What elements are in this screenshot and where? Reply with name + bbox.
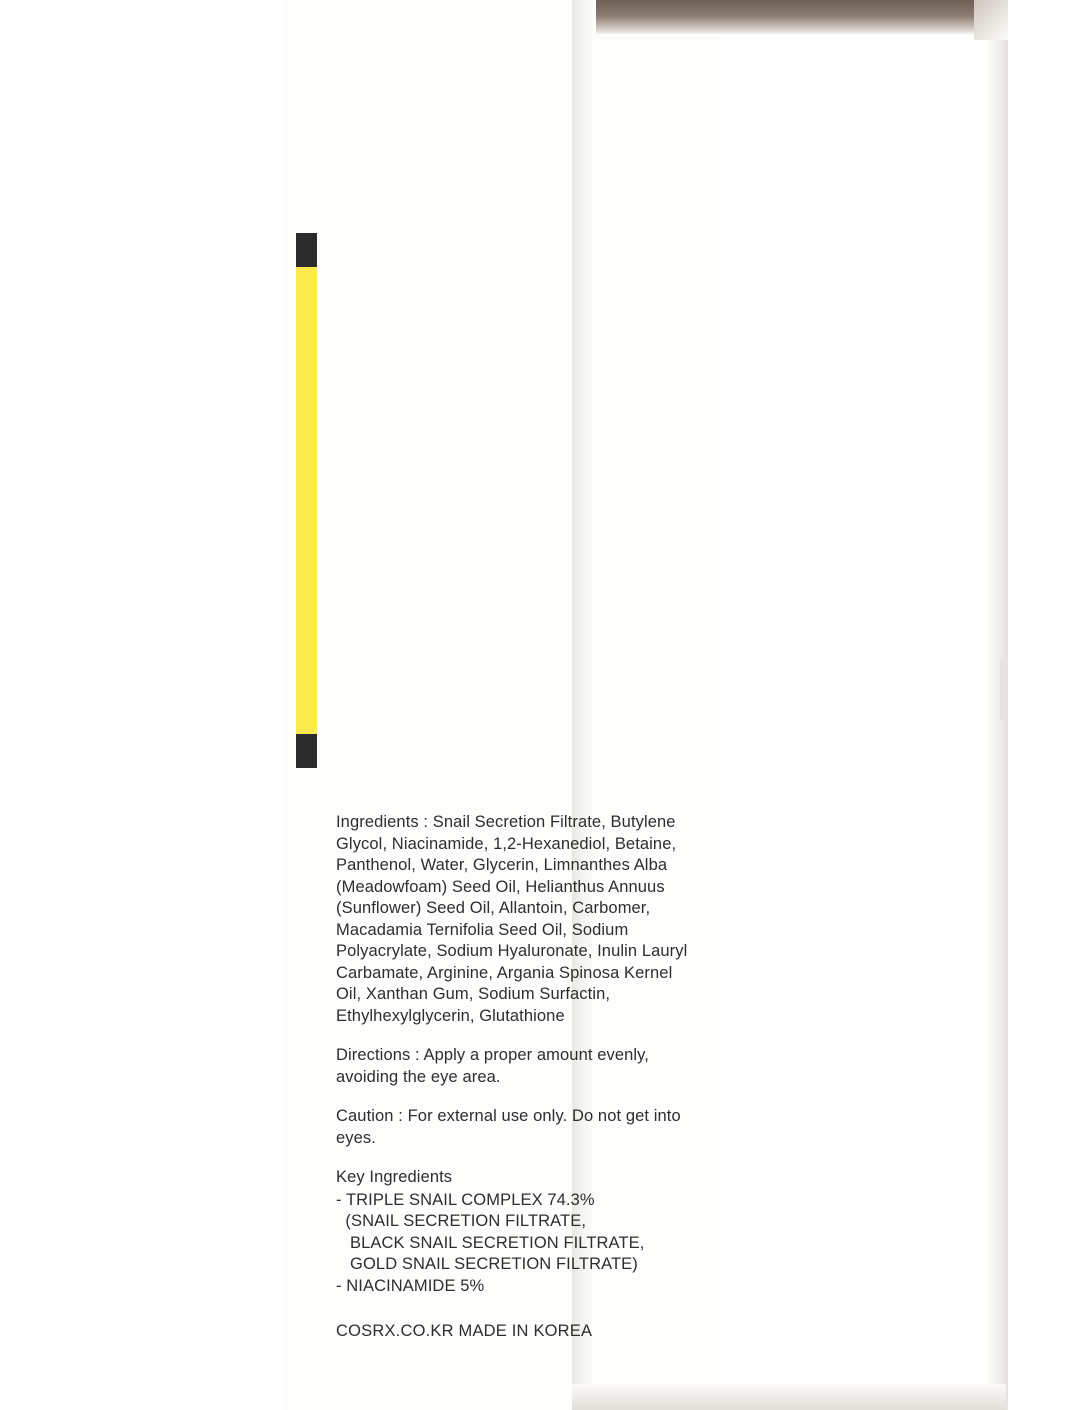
- caution-text: For external use only. Do not get into eyes.: [336, 1107, 686, 1147]
- key-ingredient-line: - NIACINAMIDE 5%: [336, 1276, 485, 1295]
- key-ingredient-line: - TRIPLE SNAIL COMPLEX 74.3%: [336, 1190, 595, 1209]
- carton-text-panel: [336, 812, 696, 1343]
- directions-label: Directions :: [336, 1046, 424, 1064]
- carton-crease: [1000, 660, 1006, 720]
- key-ingredients-block: [336, 1167, 696, 1297]
- ingredients-paragraph: [336, 812, 696, 1027]
- stripe-cap-top: [296, 233, 317, 267]
- brand-origin-footer: COSRX.CO.KR MADE IN KOREA: [336, 1322, 593, 1340]
- caution-paragraph: [336, 1106, 696, 1149]
- directions-text: Apply a proper amount evenly, avoiding the eye area.: [336, 1046, 654, 1086]
- stripe-cap-bottom: [296, 734, 317, 768]
- key-ingredient-line: GOLD SNAIL SECRETION FILTRATE): [336, 1255, 638, 1273]
- ingredients-label: Ingredients :: [336, 813, 433, 831]
- key-ingredients-title: Key Ingredients: [336, 1168, 453, 1186]
- caution-label: Caution :: [336, 1107, 408, 1125]
- spine-accent-stripe: [296, 233, 317, 768]
- carton-top-flap: [596, 0, 996, 34]
- stripe-yellow-band: [296, 233, 317, 768]
- directions-paragraph: [336, 1045, 696, 1088]
- carton-top-flap-corner: [974, 0, 1008, 40]
- carton-bottom-shadow: [572, 1384, 1006, 1410]
- key-ingredient-line: (SNAIL SECRETION FILTRATE,: [336, 1212, 587, 1230]
- key-ingredient-line: BLACK SNAIL SECRETION FILTRATE,: [336, 1233, 645, 1252]
- ingredients-text: Snail Secretion Filtrate, Butylene Glycol, Niacinamide, 1,2-Hexanediol, Betaine, Panthenol, Water, Glycerin, Limnanthes Alba (Meadowfoam) Seed Oil, Helianthus Annuus (Sunflower) Seed Oil, Allantoin, Carbomer, Macadamia Ternifolia Seed Oil, Sodium Polyacrylate, Sodium Hyaluronate, Inulin Lauryl Carbamate, Arginine, Argania Spinosa Kernel Oil, Xanthan Gum, Sodium Surfactin, Ethylhexylglycerin, Glutathione: [336, 813, 693, 1025]
